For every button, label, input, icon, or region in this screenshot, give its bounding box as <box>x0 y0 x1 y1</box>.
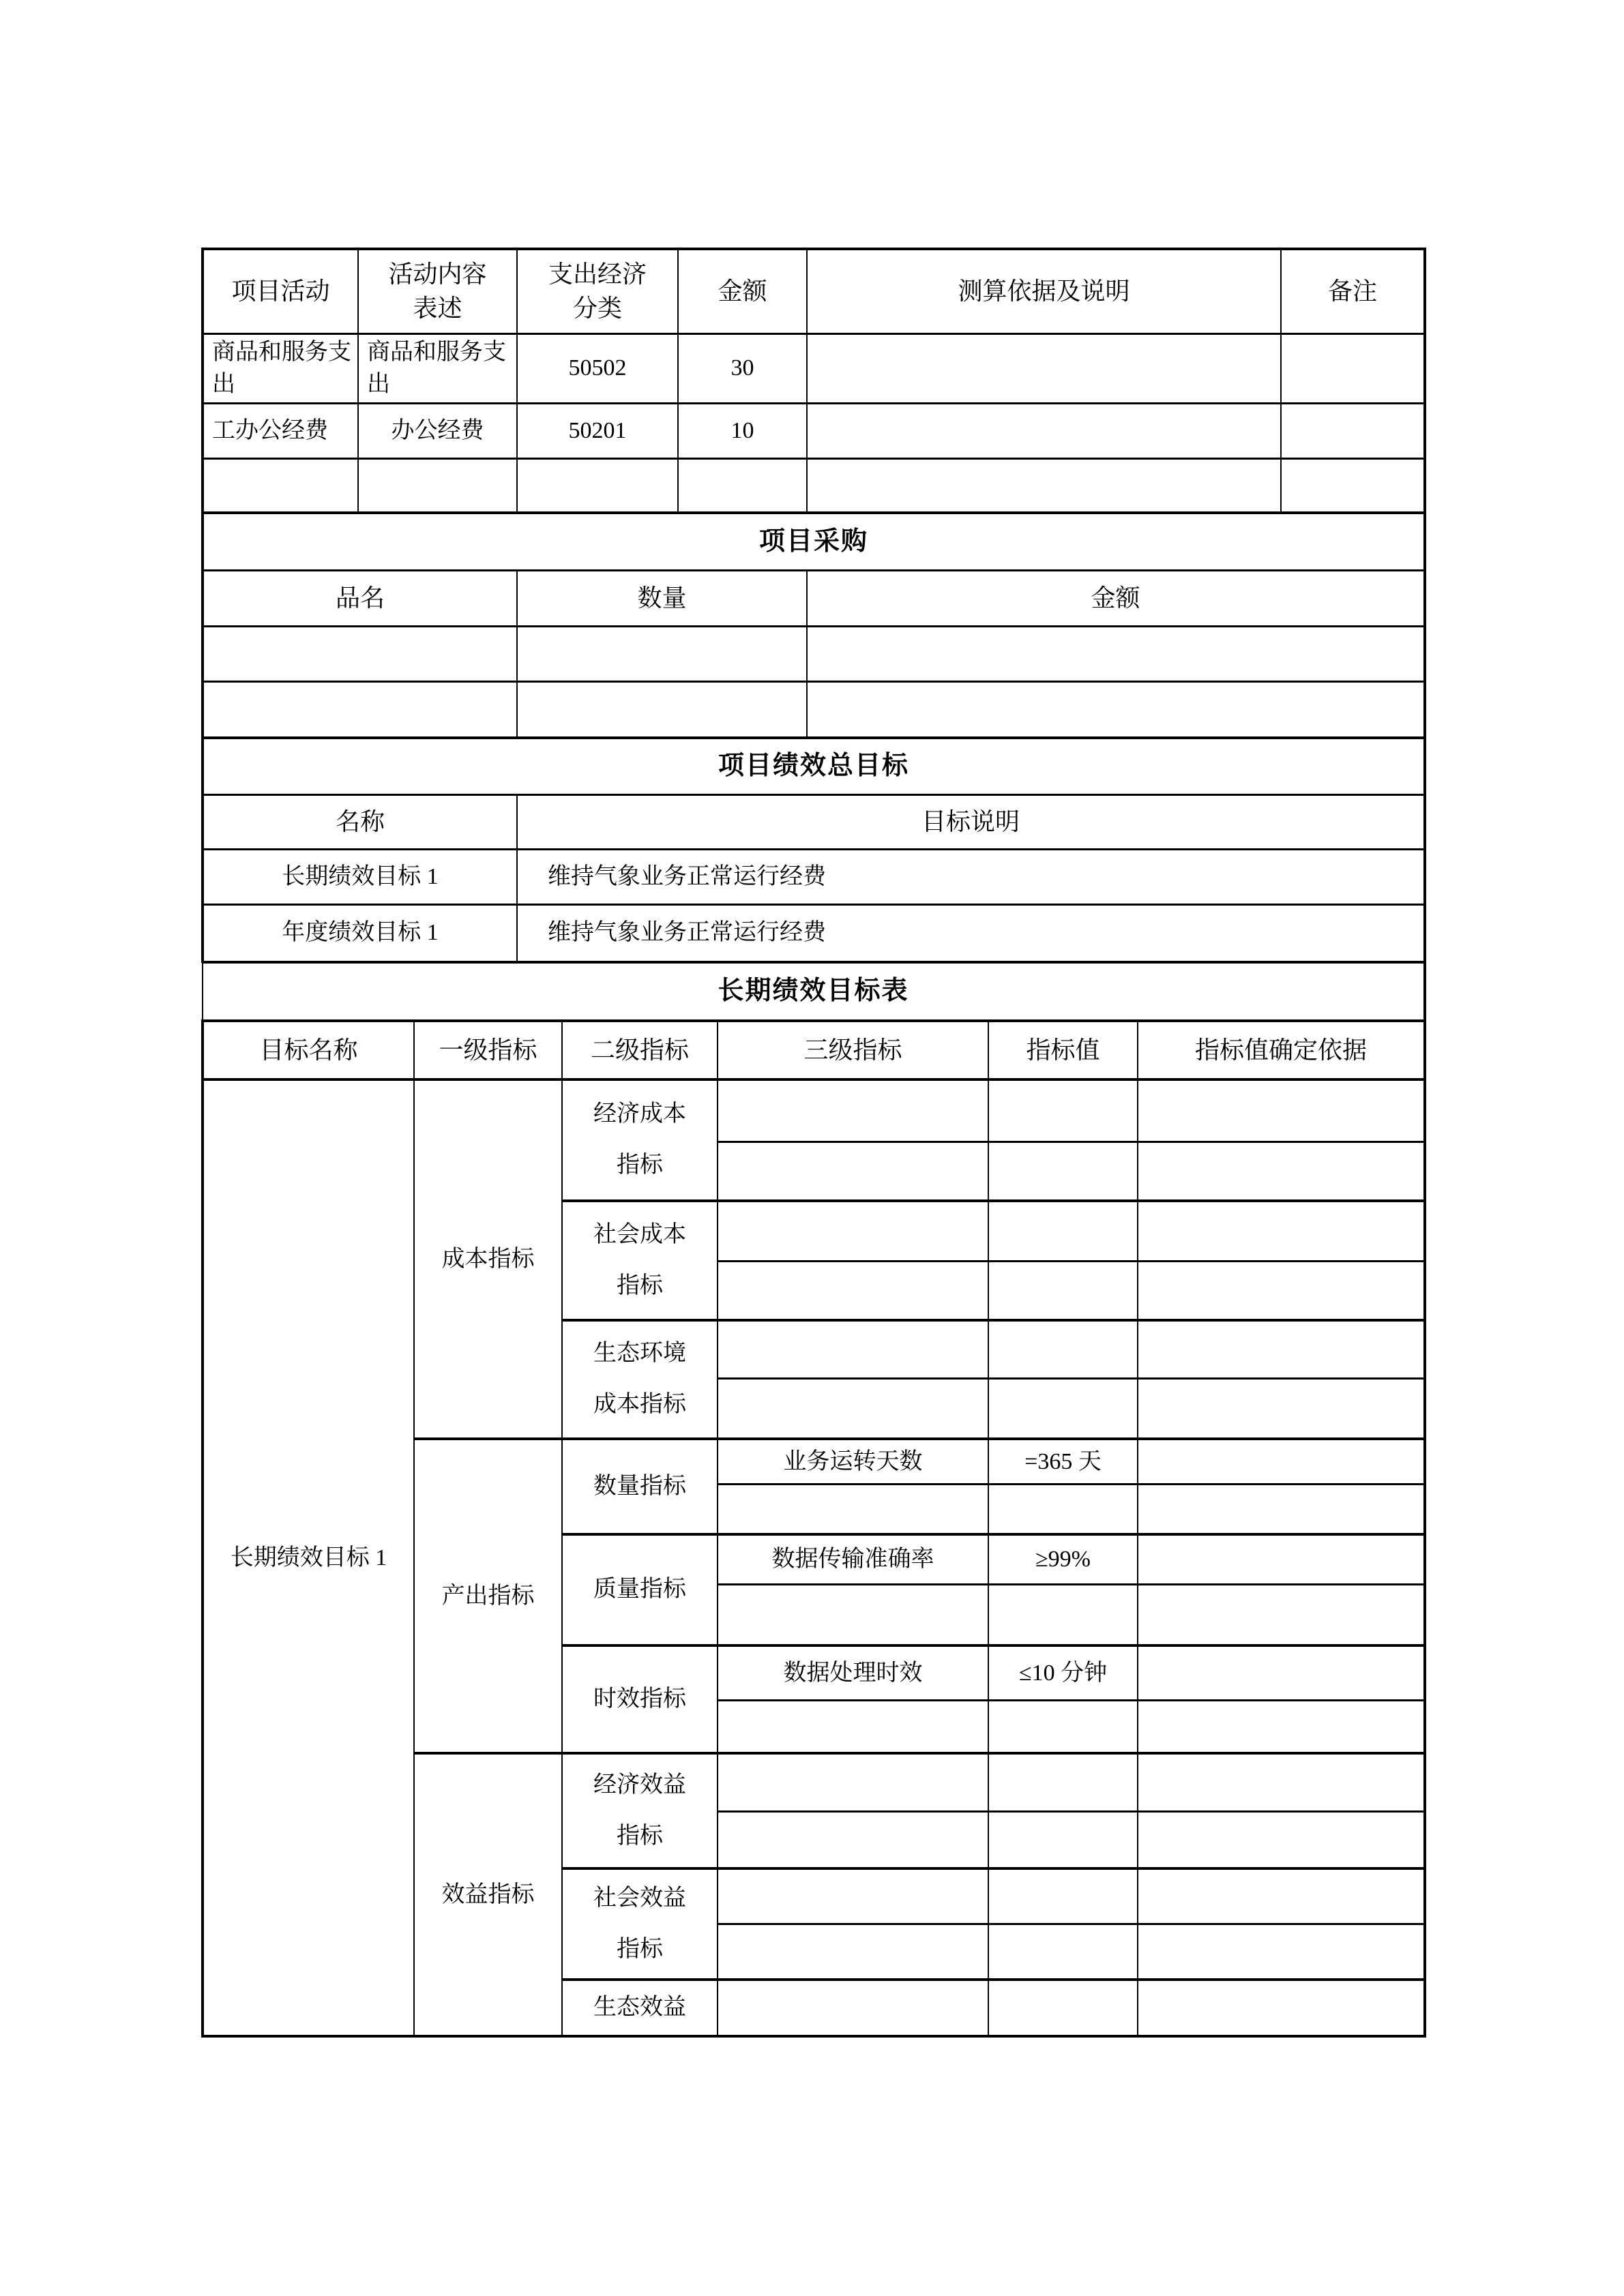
level2-eco-env-cost-text: 生态环境成本指标 <box>593 1341 686 1418</box>
goal-desc-cell: 维持气象业务正常运行经费 <box>517 849 1425 904</box>
empty-cell <box>1138 1980 1425 2036</box>
budget-amount-cell: 10 <box>678 403 807 458</box>
overall-header-desc: 目标说明 <box>517 794 1425 849</box>
procurement-header-amount: 金额 <box>807 570 1425 626</box>
empty-cell <box>517 681 807 737</box>
empty-cell <box>807 681 1425 737</box>
empty-cell <box>988 1142 1138 1201</box>
level2-economic-benefit-text: 经济效益指标 <box>593 1772 686 1849</box>
empty-cell <box>718 1378 988 1439</box>
empty-cell <box>1281 333 1425 403</box>
empty-cell <box>1138 1753 1425 1811</box>
empty-cell <box>1138 1584 1425 1645</box>
level2-quantity-text: 数量指标 <box>593 1473 686 1499</box>
level1-benefit-cell: 效益指标 <box>414 1753 562 2036</box>
goal-name-cell: 年度绩效目标 1 <box>203 904 517 961</box>
procurement-header-row <box>203 570 1425 626</box>
empty-cell <box>678 458 807 512</box>
empty-cell <box>358 458 517 512</box>
level1-output-cell: 产出指标 <box>414 1439 562 1753</box>
empty-cell <box>988 1868 1138 1924</box>
empty-cell <box>718 1868 988 1924</box>
empty-cell <box>1138 1079 1425 1142</box>
level2-economic-cost-cell <box>562 1079 718 1201</box>
overall-title-row <box>203 739 1425 794</box>
empty-cell <box>203 458 358 512</box>
empty-cell <box>988 1261 1138 1320</box>
longterm-table-title: 长期绩效目标表 <box>203 963 1425 1021</box>
level2-social-cost-cell <box>562 1201 718 1320</box>
empty-cell <box>1138 1868 1425 1924</box>
overall-goal-table <box>201 739 1426 963</box>
indicator-l3-cell: 数据处理时效 <box>718 1645 988 1700</box>
overall-header-name: 名称 <box>203 794 517 849</box>
longterm-header-basis: 指标值确定依据 <box>1138 1021 1425 1079</box>
empty-cell <box>988 1320 1138 1378</box>
level2-social-benefit-cell <box>562 1868 718 1980</box>
longterm-header-goal-name: 目标名称 <box>203 1021 414 1079</box>
empty-cell <box>1138 1261 1425 1320</box>
empty-cell <box>517 458 678 512</box>
budget-header-note: 备注 <box>1281 249 1425 333</box>
empty-cell <box>718 1142 988 1201</box>
empty-cell <box>718 1261 988 1320</box>
level2-quality-cell <box>562 1534 718 1645</box>
empty-cell <box>988 1811 1138 1868</box>
empty-cell <box>988 1980 1138 2036</box>
longterm-title-row <box>203 963 1425 1021</box>
budget-row-1 <box>203 333 1425 403</box>
empty-cell <box>988 1753 1138 1811</box>
level2-eco-env-cost-cell <box>562 1320 718 1439</box>
budget-header-amount: 金额 <box>678 249 807 333</box>
empty-cell <box>1281 403 1425 458</box>
empty-cell <box>807 403 1281 458</box>
overall-header-row <box>203 794 1425 849</box>
empty-cell <box>718 1753 988 1811</box>
empty-cell <box>718 1484 988 1534</box>
procurement-table <box>201 513 1426 739</box>
overall-goal-title: 项目绩效总目标 <box>203 739 1425 794</box>
empty-cell <box>1138 1378 1425 1439</box>
empty-cell <box>718 1079 988 1142</box>
empty-cell <box>988 1924 1138 1980</box>
empty-cell <box>203 681 517 737</box>
empty-cell <box>718 1320 988 1378</box>
empty-cell <box>1138 1320 1425 1378</box>
budget-header-desc <box>358 249 517 333</box>
budget-header-activity: 项目活动 <box>203 249 358 333</box>
longterm-header-row <box>203 1021 1425 1079</box>
budget-econ-class-cell: 50201 <box>517 403 678 458</box>
empty-cell <box>718 1811 988 1868</box>
empty-cell <box>1138 1439 1425 1484</box>
budget-activity-cell: 工办公经费 <box>203 403 358 458</box>
longterm-header-level3: 三级指标 <box>718 1021 988 1079</box>
level2-quality-text: 质量指标 <box>593 1577 686 1602</box>
indicator-l3-cell: 数据传输准确率 <box>718 1534 988 1584</box>
budget-desc-cell: 商品和服务支出 <box>358 333 517 403</box>
empty-cell <box>718 1201 988 1261</box>
longterm-header-value: 指标值 <box>988 1021 1138 1079</box>
overall-row-longterm <box>203 849 1425 904</box>
budget-activity-cell: 商品和服务支出 <box>203 333 358 403</box>
level2-eco-benefit-cell <box>562 1980 718 2036</box>
level1-cost-cell: 成本指标 <box>414 1079 562 1439</box>
procurement-title: 项目采购 <box>203 513 1425 570</box>
longterm-goal-name-cell: 长期绩效目标 1 <box>203 1079 414 2036</box>
indicator-l3-cell: 业务运转天数 <box>718 1439 988 1484</box>
empty-cell <box>807 626 1425 681</box>
empty-cell <box>1138 1811 1425 1868</box>
procurement-header-item: 品名 <box>203 570 517 626</box>
empty-cell <box>988 1079 1138 1142</box>
budget-econ-class-cell: 50502 <box>517 333 678 403</box>
empty-cell <box>1138 1201 1425 1261</box>
level2-social-cost-text: 社会成本指标 <box>593 1221 686 1298</box>
empty-cell <box>718 1584 988 1645</box>
level2-timeliness-text: 时效指标 <box>593 1686 686 1712</box>
budget-desc-cell: 办公经费 <box>358 403 517 458</box>
indicator-value-cell: =365 天 <box>988 1439 1138 1484</box>
level2-eco-benefit-text: 生态效益 <box>593 1995 686 2021</box>
budget-header-basis: 测算依据及说明 <box>807 249 1281 333</box>
procurement-title-row <box>203 513 1425 570</box>
budget-row-2 <box>203 403 1425 458</box>
procurement-row-empty <box>203 626 1425 681</box>
table-sheet <box>201 248 1423 2038</box>
overall-row-annual <box>203 904 1425 961</box>
indicator-value-cell: ≤10 分钟 <box>988 1645 1138 1700</box>
goal-desc-cell: 维持气象业务正常运行经费 <box>517 904 1425 961</box>
budget-amount-cell: 30 <box>678 333 807 403</box>
empty-cell <box>718 1980 988 2036</box>
empty-cell <box>718 1700 988 1753</box>
empty-cell <box>718 1924 988 1980</box>
level2-social-benefit-text: 社会效益指标 <box>593 1885 686 1962</box>
level2-quantity-cell <box>562 1439 718 1534</box>
longterm-header-level1: 一级指标 <box>414 1021 562 1079</box>
budget-header-desc-text: 活动内容表述 <box>388 260 487 323</box>
level2-economic-benefit-cell <box>562 1753 718 1868</box>
level2-economic-cost-text: 经济成本指标 <box>593 1101 686 1178</box>
budget-header-econ-class-text: 支出经济分类 <box>548 260 647 323</box>
procurement-header-quantity: 数量 <box>517 570 807 626</box>
empty-cell <box>807 333 1281 403</box>
longterm-goal-table <box>201 963 1426 2038</box>
empty-cell <box>1138 1142 1425 1201</box>
empty-cell <box>1138 1534 1425 1584</box>
empty-cell <box>203 626 517 681</box>
empty-cell <box>1138 1645 1425 1700</box>
empty-cell <box>988 1700 1138 1753</box>
budget-header-row <box>203 249 1425 333</box>
empty-cell <box>807 458 1281 512</box>
empty-cell <box>988 1584 1138 1645</box>
indicator-value-cell: ≥99% <box>988 1534 1138 1584</box>
empty-cell <box>988 1484 1138 1534</box>
budget-row-empty <box>203 458 1425 512</box>
empty-cell <box>1281 458 1425 512</box>
indicator-row <box>203 1079 1425 1142</box>
budget-table <box>201 248 1426 513</box>
empty-cell <box>1138 1924 1425 1980</box>
empty-cell <box>988 1378 1138 1439</box>
empty-cell <box>1138 1700 1425 1753</box>
goal-name-cell: 长期绩效目标 1 <box>203 849 517 904</box>
level2-timeliness-cell <box>562 1645 718 1753</box>
budget-header-econ-class <box>517 249 678 333</box>
longterm-header-level2: 二级指标 <box>562 1021 718 1079</box>
empty-cell <box>988 1201 1138 1261</box>
empty-cell <box>517 626 807 681</box>
empty-cell <box>1138 1484 1425 1534</box>
procurement-row-empty <box>203 681 1425 737</box>
